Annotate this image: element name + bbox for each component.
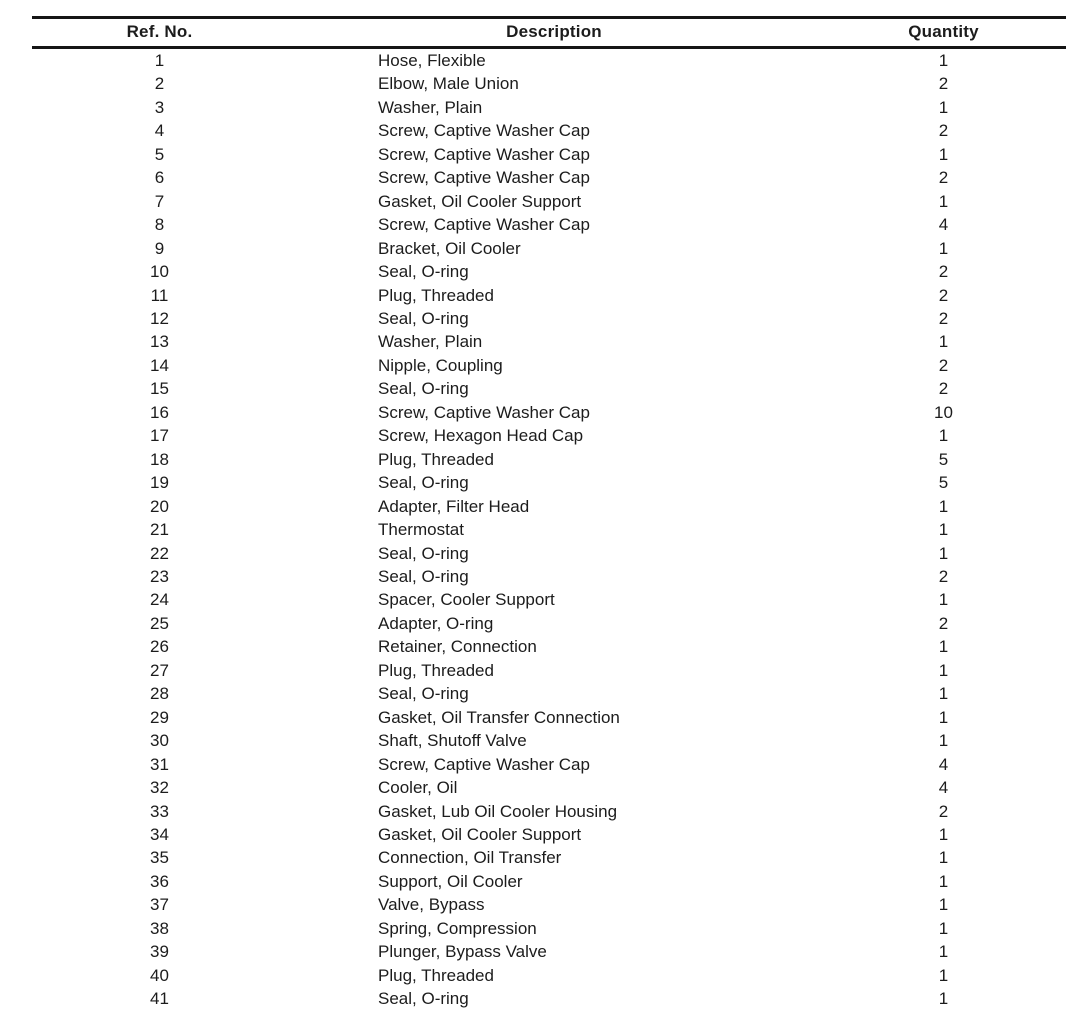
ref-no-cell: 35 [150, 848, 169, 868]
table-row [32, 48, 1066, 73]
description-cell: Valve, Bypass [378, 895, 485, 915]
quantity-cell: 1 [938, 590, 949, 610]
description-cell: Adapter, Filter Head [378, 496, 530, 516]
quantity-cell: 1 [938, 684, 949, 704]
description-cell: Seal, O-ring [378, 684, 469, 704]
ref-no-cell: 19 [150, 473, 169, 493]
description-cell: Thermostat [378, 520, 464, 540]
description-cell: Screw, Captive Washer Cap [378, 215, 590, 235]
ref-no-cell: 29 [150, 707, 169, 727]
table-row [32, 213, 1066, 236]
table-row [32, 143, 1066, 166]
ref-no-cell: 7 [154, 191, 165, 211]
quantity-cell: 2 [938, 121, 949, 141]
ref-no-cell: 38 [150, 918, 169, 938]
ref-no-cell: 22 [150, 543, 169, 563]
quantity-cell: 1 [938, 942, 949, 962]
quantity-cell: 2 [938, 285, 949, 305]
description-cell: Seal, O-ring [378, 989, 469, 1009]
table-row [32, 682, 1066, 705]
table-row [32, 753, 1066, 776]
ref-no-cell: 23 [150, 566, 169, 586]
ref-no-cell: 17 [150, 426, 169, 446]
quantity-cell: 2 [938, 801, 949, 821]
description-cell: Nipple, Coupling [378, 355, 503, 375]
quantity-cell: 1 [938, 97, 949, 117]
description-cell: Elbow, Male Union [378, 74, 519, 94]
ref-no-cell: 12 [150, 308, 169, 328]
table-row [32, 307, 1066, 330]
table-row [32, 72, 1066, 95]
quantity-cell: 1 [938, 332, 949, 352]
table-row [32, 495, 1066, 518]
ref-no-cell: 5 [154, 144, 165, 164]
description-cell: Gasket, Oil Transfer Connection [378, 707, 620, 727]
ref-no-cell: 32 [150, 778, 169, 798]
quantity-cell: 1 [938, 824, 949, 844]
quantity-cell: 1 [938, 51, 949, 70]
quantity-cell: 1 [938, 426, 949, 446]
description-cell: Screw, Captive Washer Cap [378, 168, 590, 188]
quantity-cell: 10 [934, 402, 953, 422]
quantity-cell: 1 [938, 918, 949, 938]
table-row [32, 354, 1066, 377]
quantity-cell: 1 [938, 144, 949, 164]
ref-no-cell: 40 [150, 965, 169, 985]
quantity-cell: 4 [938, 754, 949, 774]
ref-no-cell: 14 [150, 355, 169, 375]
table-row [32, 588, 1066, 611]
ref-no-cell: 16 [150, 402, 169, 422]
table-row [32, 565, 1066, 588]
quantity-cell: 1 [938, 660, 949, 680]
table-row [32, 659, 1066, 682]
table-row [32, 729, 1066, 752]
table-row [32, 448, 1066, 471]
table-row [32, 471, 1066, 494]
quantity-cell: 4 [938, 215, 949, 235]
parts-table-body [32, 48, 1066, 1011]
ref-no-cell: 24 [150, 590, 169, 610]
table-row [32, 284, 1066, 307]
description-cell: Gasket, Lub Oil Cooler Housing [378, 801, 618, 821]
description-cell: Screw, Hexagon Head Cap [378, 426, 584, 446]
table-row [32, 917, 1066, 940]
table-row [32, 330, 1066, 353]
table-row [32, 542, 1066, 565]
quantity-cell: 1 [938, 871, 949, 891]
table-row [32, 846, 1066, 869]
ref-no-cell: 41 [150, 989, 169, 1009]
description-cell: Support, Oil Cooler [378, 871, 523, 891]
table-row [32, 96, 1066, 119]
quantity-cell: 4 [938, 778, 949, 798]
table-row [32, 237, 1066, 260]
quantity-cell: 1 [938, 191, 949, 211]
description-cell: Shaft, Shutoff Valve [378, 731, 527, 751]
table-row [32, 800, 1066, 823]
ref-no-cell: 10 [150, 262, 169, 282]
ref-no-cell: 37 [150, 895, 169, 915]
description-cell: Seal, O-ring [378, 473, 469, 493]
ref-no-cell: 2 [154, 74, 165, 94]
description-cell: Plug, Threaded [378, 660, 494, 680]
quantity-cell: 1 [938, 895, 949, 915]
ref-no-cell: 6 [154, 168, 165, 188]
quantity-cell: 1 [938, 637, 949, 657]
description-cell: Plunger, Bypass Valve [378, 942, 547, 962]
quantity-cell: 5 [938, 473, 949, 493]
quantity-cell: 2 [938, 613, 949, 633]
quantity-cell: 1 [938, 543, 949, 563]
table-row [32, 940, 1066, 963]
quantity-cell: 1 [938, 989, 949, 1009]
table-row [32, 964, 1066, 987]
ref-no-cell: 33 [150, 801, 169, 821]
table-row [32, 377, 1066, 400]
quantity-cell: 2 [938, 566, 949, 586]
table-row [32, 612, 1066, 635]
quantity-cell: 2 [938, 262, 949, 282]
ref-no-cell: 27 [150, 660, 169, 680]
table-row [32, 424, 1066, 447]
quantity-cell: 1 [938, 707, 949, 727]
column-header-description: Description [506, 22, 602, 41]
quantity-cell: 1 [938, 848, 949, 868]
quantity-cell: 5 [938, 449, 949, 469]
table-row [32, 518, 1066, 541]
ref-no-cell: 25 [150, 613, 169, 633]
header-row [32, 18, 1066, 48]
description-cell: Gasket, Oil Cooler Support [378, 824, 582, 844]
description-cell: Washer, Plain [378, 332, 483, 352]
quantity-cell: 1 [938, 520, 949, 540]
description-cell: Bracket, Oil Cooler [378, 238, 521, 258]
description-cell: Seal, O-ring [378, 379, 469, 399]
table-row [32, 870, 1066, 893]
description-cell: Connection, Oil Transfer [378, 848, 562, 868]
table-row [32, 823, 1066, 846]
ref-no-cell: 4 [154, 121, 165, 141]
description-cell: Adapter, O-ring [378, 613, 494, 633]
description-cell: Screw, Captive Washer Cap [378, 144, 590, 164]
table-row [32, 893, 1066, 916]
ref-no-cell: 34 [150, 824, 169, 844]
ref-no-cell: 31 [150, 754, 169, 774]
quantity-cell: 2 [938, 168, 949, 188]
ref-no-cell: 8 [154, 215, 165, 235]
description-cell: Screw, Captive Washer Cap [378, 121, 590, 141]
description-cell: Seal, O-ring [378, 262, 469, 282]
ref-no-cell: 1 [154, 51, 165, 70]
quantity-cell: 2 [938, 308, 949, 328]
quantity-cell: 1 [938, 496, 949, 516]
ref-no-cell: 28 [150, 684, 169, 704]
table-row [32, 166, 1066, 189]
description-cell: Plug, Threaded [378, 965, 494, 985]
table-row [32, 776, 1066, 799]
column-header-quantity: Quantity [908, 22, 979, 41]
ref-no-cell: 13 [150, 332, 169, 352]
description-cell: Plug, Threaded [378, 449, 494, 469]
ref-no-cell: 11 [150, 285, 169, 305]
quantity-cell: 1 [938, 238, 949, 258]
description-cell: Screw, Captive Washer Cap [378, 754, 590, 774]
ref-no-cell: 21 [150, 520, 169, 540]
table-row [32, 401, 1066, 424]
description-cell: Plug, Threaded [378, 285, 494, 305]
description-cell: Seal, O-ring [378, 543, 469, 563]
ref-no-cell: 30 [150, 731, 169, 751]
table-row [32, 706, 1066, 729]
description-cell: Cooler, Oil [378, 778, 458, 798]
description-cell: Washer, Plain [378, 97, 483, 117]
description-cell: Gasket, Oil Cooler Support [378, 191, 582, 211]
table-row [32, 119, 1066, 142]
table-row [32, 635, 1066, 658]
ref-no-cell: 18 [150, 449, 169, 469]
description-cell: Spring, Compression [378, 918, 537, 938]
table-row [32, 260, 1066, 283]
description-cell: Seal, O-ring [378, 566, 469, 586]
quantity-cell: 1 [938, 731, 949, 751]
description-cell: Spacer, Cooler Support [378, 590, 555, 610]
ref-no-cell: 9 [154, 238, 165, 258]
ref-no-cell: 26 [150, 637, 169, 657]
table-row [32, 987, 1066, 1010]
quantity-cell: 2 [938, 74, 949, 94]
parts-table [32, 16, 1066, 1011]
quantity-cell: 2 [938, 379, 949, 399]
parts-table-header [32, 18, 1066, 48]
description-cell: Seal, O-ring [378, 308, 469, 328]
quantity-cell: 1 [938, 965, 949, 985]
column-header-ref-no: Ref. No. [126, 22, 193, 41]
description-cell: Hose, Flexible [378, 51, 486, 70]
ref-no-cell: 39 [150, 942, 169, 962]
description-cell: Retainer, Connection [378, 637, 537, 657]
ref-no-cell: 3 [154, 97, 165, 117]
description-cell: Screw, Captive Washer Cap [378, 402, 590, 422]
ref-no-cell: 15 [150, 379, 169, 399]
table-row [32, 190, 1066, 213]
ref-no-cell: 36 [150, 871, 169, 891]
ref-no-cell: 20 [150, 496, 169, 516]
quantity-cell: 2 [938, 355, 949, 375]
